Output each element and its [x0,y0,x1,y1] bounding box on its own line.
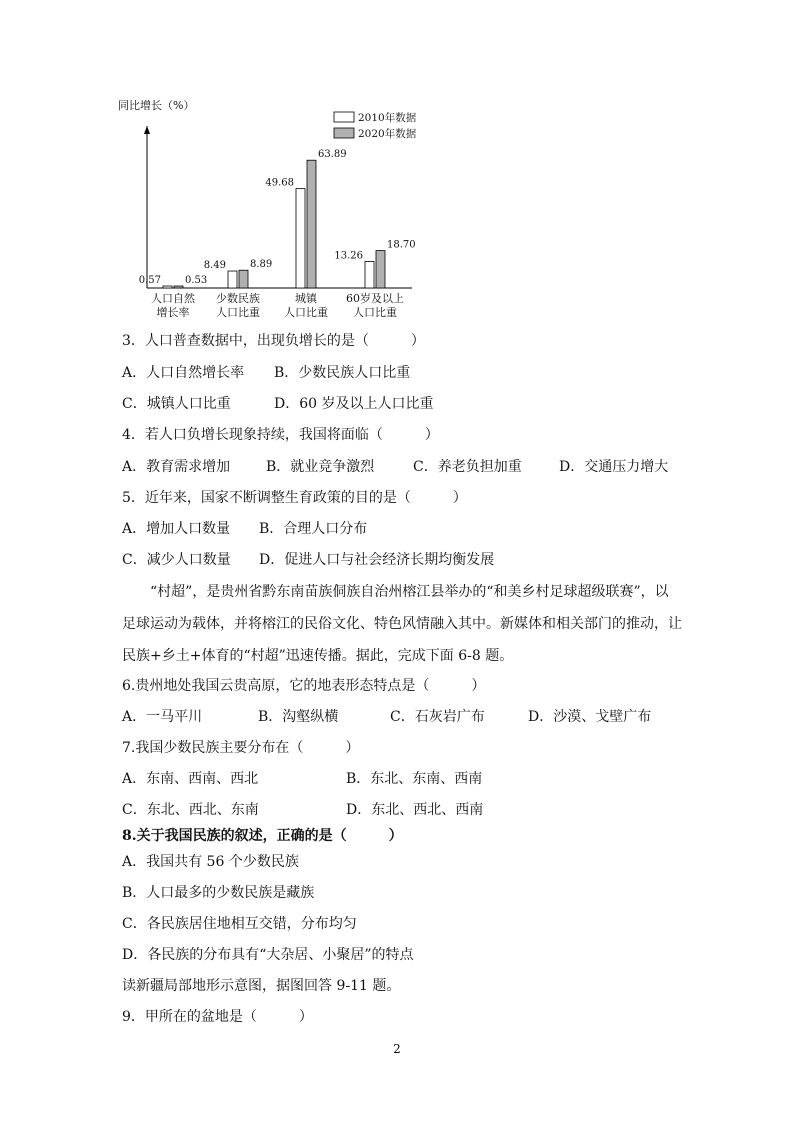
question-8-option-b[interactable]: B．人口最多的少数民族是藏族 [122,885,315,901]
bar-1-series-1 [163,286,172,288]
bar-2-series-1 [228,271,237,288]
question-7-stem: 7.我国少数民族主要分布在（ ） [122,740,360,756]
question-5-options-row1 [122,520,367,538]
bar-4-series-1 [365,261,374,288]
question-7-option-a[interactable]: A．东南、西南、西北 [122,771,259,787]
category-label-3-line-1: 城镇 [295,292,317,305]
bar-3-series-2 [307,160,316,288]
bar-4-series-2 [376,251,385,288]
page-number: 2 [393,1042,401,1056]
question-7-option-c[interactable]: C．东北、西北、东南 [122,802,259,818]
question-5-options-row2 [122,551,494,569]
question-3-option-b[interactable]: B．少数民族人口比重 [274,365,411,381]
question-7-options-row1 [122,770,482,788]
question-4-options [122,458,668,476]
category-label-4-line-1: 60岁及以上 [346,292,404,305]
question-6-option-b[interactable]: B．沟壑纵横 [258,709,339,725]
question-8-stem: 8.关于我国民族的叙述，正确的是（ ） [122,828,403,844]
bar-3-series-1 [296,189,305,288]
question-4-option-b[interactable]: B．就业竞争激烈 [266,459,375,475]
question-3-stem: 3．人口普查数据中，出现负增长的是（ ） [122,333,425,349]
question-6-option-c[interactable]: C．石灰岩广布 [390,709,485,725]
question-3-option-a[interactable]: A．人口自然增长率 [122,365,245,381]
category-label-3-line-2: 人口比重 [284,306,328,319]
question-4-option-c[interactable]: C．养老负担加重 [413,459,522,475]
data-label-2-series-2: 8.89 [250,259,273,271]
category-label-1-line-2: 增长率 [156,306,190,319]
question-5-option-d[interactable]: D．促进人口与社会经济长期均衡发展 [259,552,495,568]
question-6-options [122,708,651,726]
question-3-option-c[interactable]: C．城镇人口比重 [122,396,231,412]
question-5-option-a[interactable]: A．增加人口数量 [122,521,231,537]
question-4-stem: 4．若人口负增长现象持续，我国将面临（ ） [122,427,439,443]
data-label-1-series-1: 0.57 [138,275,161,286]
question-7-option-d[interactable]: D．东北、西北、西南 [346,802,484,818]
question-7-options-row2 [122,801,483,819]
question-3-option-d[interactable]: D．60 岁及以上人口比重 [274,396,434,412]
data-label-3-series-2: 63.89 [318,149,347,161]
question-4-option-a[interactable]: A．教育需求增加 [122,459,231,475]
question-6-stem: 6.贵州地处我国云贵高原，它的地表形态特点是（ ） [122,678,486,694]
legend-label-2: 2020年数据 [358,128,417,140]
category-label-2-line-2: 人口比重 [216,306,260,319]
y-axis-arrow [144,126,150,134]
data-label-3-series-1: 49.68 [265,177,294,189]
legend-label-1: 2010年数据 [358,112,417,124]
y-axis-label: 同比增长（%） [118,99,195,112]
category-label-2-line-1: 少数民族 [216,292,260,305]
data-label-2-series-1: 8.49 [203,260,226,272]
legend-swatch-1 [334,112,354,122]
question-3-options-row2 [122,395,434,413]
population-chart [110,92,450,324]
question-3-options-row1 [122,364,410,382]
data-label-4-series-2: 18.70 [387,239,416,251]
bar-1-series-2 [174,286,183,288]
bar-2-series-2 [239,270,248,288]
question-8-option-a[interactable]: A．我国共有 56 个少数民族 [122,854,299,870]
question-5-option-c[interactable]: C．减少人口数量 [122,552,231,568]
cunchao-passage: “村超”，是贵州省黔东南苗族侗族自治州榕江县举办的“和美乡村足球超级联赛”，以足球运动为载体，并将榕江的民俗文化、特色风情融入其中。新媒体和相关部门的推动，让民族+乡土+体育的“村超”迅速传播。据此，完成下面 6-8 题。 [122,584,682,664]
legend-swatch-2 [334,128,354,138]
chart-svg [110,92,450,324]
question-8-option-d[interactable]: D．各民族的分布具有“大杂居、小聚居”的特点 [122,947,414,963]
data-label-1-series-2: 0.53 [185,275,208,286]
data-label-4-series-1: 13.26 [334,250,363,262]
question-5-stem: 5．近年来，国家不断调整生育政策的目的是（ ） [122,490,467,506]
question-6-option-a[interactable]: A．一马平川 [122,709,203,725]
question-8-option-c[interactable]: C．各民族居住地相互交错，分布均匀 [122,916,357,932]
question-4-option-d[interactable]: D．交通压力增大 [559,459,669,475]
map-intro-text: 读新疆局部地形示意图，据图回答 9-11 题。 [122,978,401,994]
category-label-1-line-1: 人口自然 [151,292,195,305]
question-6-option-d[interactable]: D．沙漠、戈壁广布 [528,709,652,725]
question-7-option-b[interactable]: B．东北、东南、西南 [346,771,483,787]
question-9-stem: 9．甲所在的盆地是（ ） [122,1009,313,1025]
question-5-option-b[interactable]: B．合理人口分布 [259,521,368,537]
category-label-4-line-2: 人口比重 [353,306,397,319]
